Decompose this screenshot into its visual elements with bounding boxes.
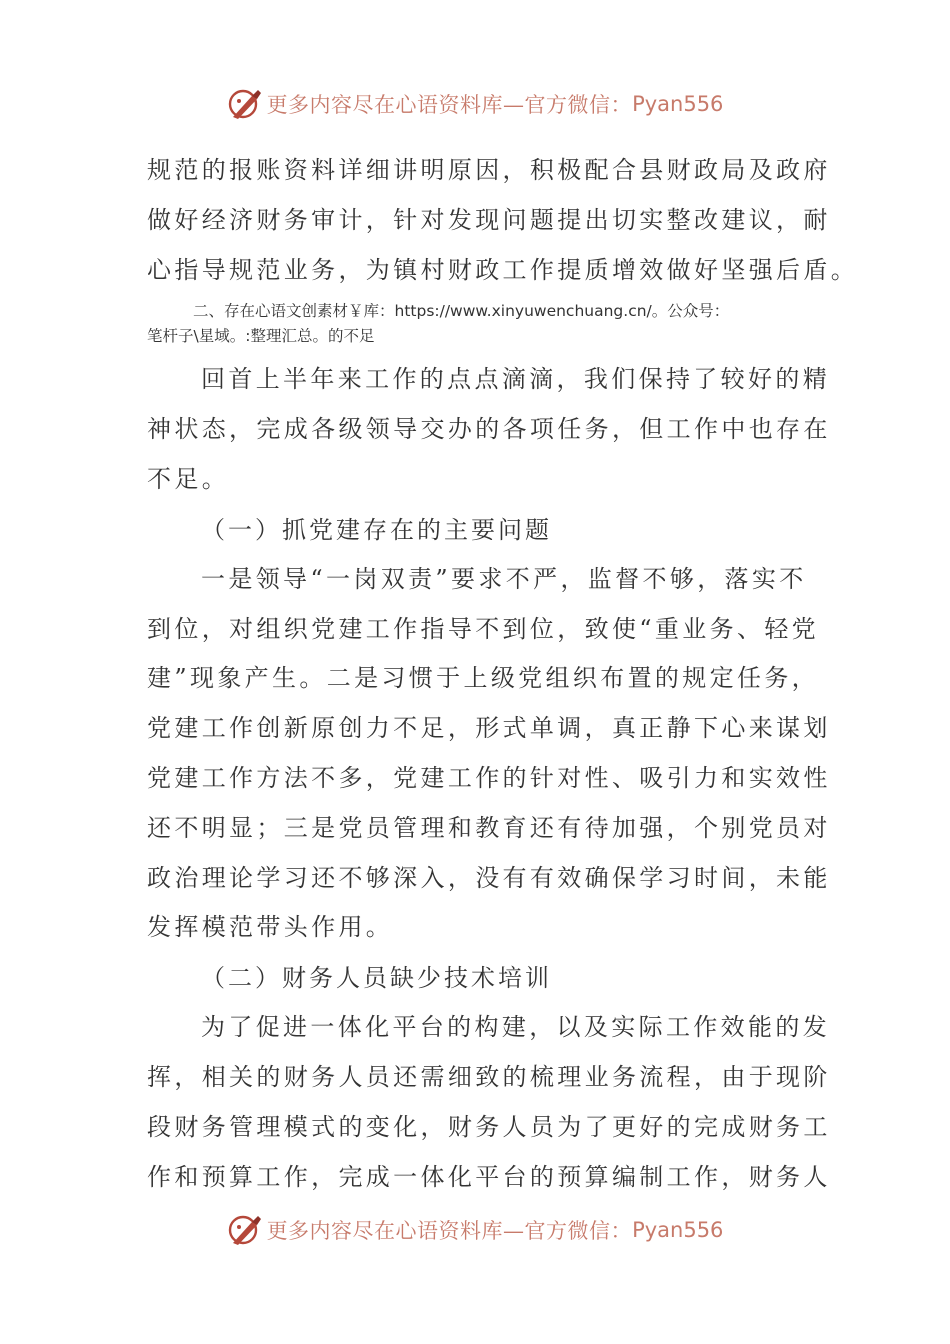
text-line: 为了促进一体化平台的构建，以及实际工作效能的发	[201, 1013, 831, 1042]
text-line: 二、存在心语文创素材￥库：https://www.xinyuwenchuang.cn/。公众号：	[193, 302, 730, 321]
paragraph-2	[147, 355, 831, 504]
text-line: 段财务管理模式的变化，财务人员为了更好的完成财务工	[147, 1112, 831, 1141]
text-line: 一是领导“一岗双责”要求不严，监督不够，落实不	[201, 564, 807, 593]
header-watermark-banner	[0, 84, 950, 124]
text-line: 政治理论学习还不够深入，没有有效确保学习时间，未能	[147, 863, 831, 892]
document-body	[147, 146, 859, 1202]
footer-watermark-banner	[0, 1210, 950, 1250]
text-line: 到位，对组织党建工作指导不到位，致使“重业务、轻党	[147, 614, 820, 643]
text-line: 规范的报账资料详细讲明原因，积极配合县财政局及政府	[147, 156, 831, 184]
paragraph-3	[147, 555, 831, 953]
text-line: 笔杆子\星域。:整理汇总。的不足	[147, 327, 375, 346]
text-line: 还不明显；三是党员管理和教育还有待加强，个别党员对	[147, 813, 831, 842]
text-line: 回首上半年来工作的点点滴滴，我们保持了较好的精	[201, 365, 831, 394]
text-line: 发挥模范带头作用。	[147, 913, 394, 942]
subheading-1: （一）抓党建存在的主要问题	[201, 515, 552, 544]
footer-wechat-id: Pyan556	[632, 1218, 724, 1242]
text-line: 做好经济财务审计，针对发现问题提出切实整改建议，耐	[147, 205, 831, 234]
section-2-title	[147, 299, 792, 349]
text-line: 建”现象产生。二是习惯于上级党组织布置的规定任务，	[147, 664, 820, 693]
text-line: 心指导规范业务，为镇村财政工作提质增效做好坚强后盾。	[147, 255, 859, 284]
header-banner-text: 更多内容尽在心语资料库—官方微信：	[266, 93, 633, 117]
text-line: 党建工作创新原创力不足，形式单调，真正静下心来谋划	[147, 714, 831, 743]
paragraph-1	[147, 146, 859, 295]
text-line: 作和预算工作，完成一体化平台的预算编制工作，财务人	[147, 1162, 831, 1191]
pen-logo-icon	[227, 87, 263, 121]
pen-logo-icon	[227, 1213, 263, 1247]
header-wechat-id: Pyan556	[632, 92, 724, 116]
text-line: 挥，相关的财务人员还需细致的梳理业务流程，由于现阶	[147, 1062, 831, 1091]
paragraph-4	[147, 1003, 831, 1202]
text-line: 不足。	[147, 464, 230, 493]
subheading-2: （二）财务人员缺少技术培训	[201, 964, 552, 993]
footer-banner-text: 更多内容尽在心语资料库—官方微信：	[266, 1219, 633, 1243]
text-line: 神状态，完成各级领导交办的各项任务，但工作中也存在	[147, 415, 831, 444]
text-line: 党建工作方法不多，党建工作的针对性、吸引力和实效性	[147, 763, 831, 792]
